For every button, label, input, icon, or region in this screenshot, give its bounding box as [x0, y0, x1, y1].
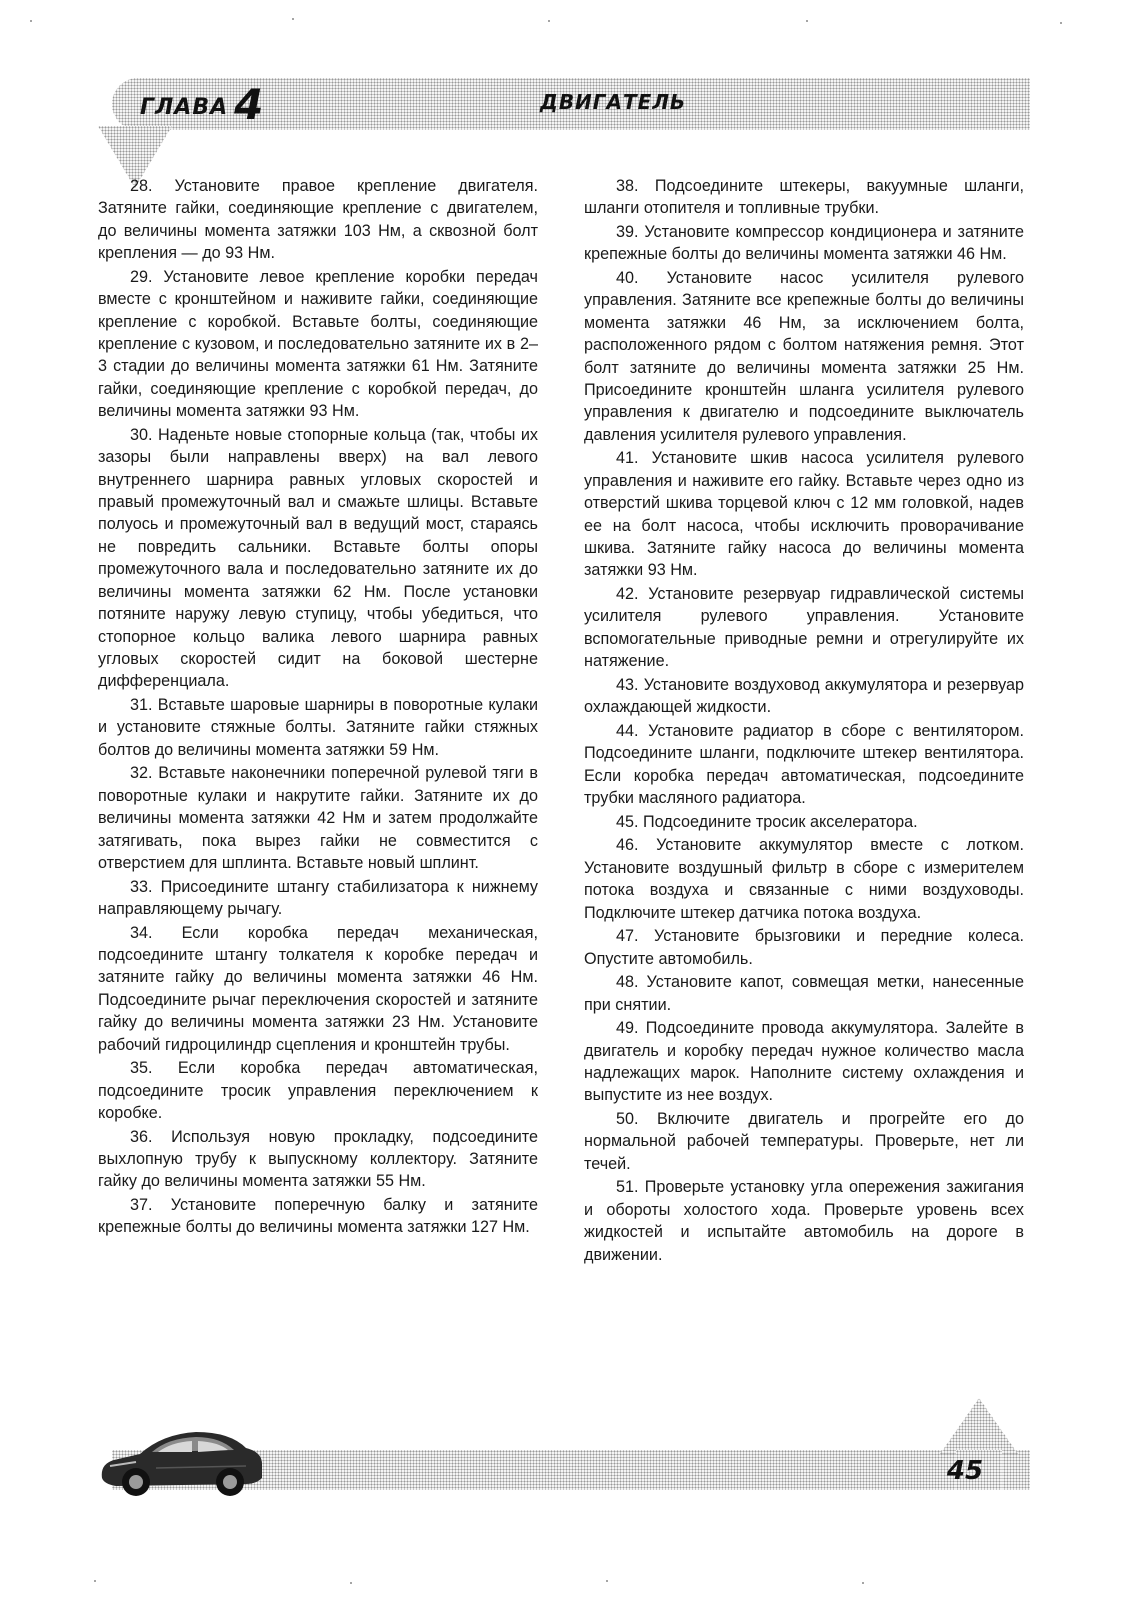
- left-column: [98, 175, 538, 1240]
- chapter-label: ГЛАВА: [140, 95, 229, 120]
- instruction-step: 32. Вставьте наконечники поперечной рулевой тяги в поворотные кулаки и накрутите гайки. Затяните их до величины момента затяжки 42 Нм и затем продолжайте затягивать, пока вырез гайки не совместится с отверстием для шплинта. Вставьте новый шплинт.: [98, 764, 538, 872]
- instruction-step: 46. Установите аккумулятор вместе с лотком. Установите воздушный фильтр в сборе с измерителем потока воздуха и связанные с ними воздуховоды. Подключите штекер датчика потока воздуха.: [584, 836, 1024, 922]
- instruction-step: 40. Установите насос усилителя рулевого управления. Затяните все крепежные болты до величины момента затяжки 46 Нм, за исключением болта, расположенного рядом с болтом натяжения ремня. Этот болт затяните до величины момента затяжки 25 Нм. Присоедините кронштейн шланга усилителя рулевого управления к двигателю и подсоедините выключатель давления усилителя рулевого управления.: [584, 269, 1024, 444]
- instruction-step: 30. Наденьте новые стопорные кольца (так, чтобы их зазоры были направлены вверх) на вал левого внутреннего шарнира равных угловых скоростей и правый промежуточный вал и смажьте шлицы. Вставьте полуось и промежуточный вал в ведущий мост, стараясь не повредить сальники. Вставьте болты опоры промежуточного вала и последовательно затяните их до величины момента затяжки 62 Нм. После установки потяните наружу левую ступицу, чтобы убедиться, что стопорное кольцо валика левого шарнира равных угловых скоростей сидит на боковой шестерне дифференциала.: [98, 425, 538, 691]
- scan-speck: [30, 20, 32, 22]
- instruction-step: 51. Проверьте установку угла опережения зажигания и обороты холостого хода. Проверьте уровень всех жидкостей и испытайте автомобиль на дороге в движении.: [584, 1178, 1024, 1264]
- instruction-step: 29. Установите левое крепление коробки передач вместе с кронштейном и наживите гайки, соединяющие крепление с коробкой. Вставьте болты, соединяющие крепление с кузовом, и последовательно затяните их в 2–3 стадии до величины момента затяжки 61 Нм. Затяните гайки, соединяющие крепление с коробкой передач, до величины момента затяжки 93 Нм.: [98, 267, 538, 421]
- instruction-step: 38. Подсоедините штекеры, вакуумные шланги, шланги отопителя и топливные трубки.: [584, 177, 1024, 218]
- instruction-step: 28. Установите правое крепление двигателя. Затяните гайки, соединяющие крепление с двигателем, до величины момента затяжки 103 Нм, а сквозной болт крепления — до 93 Нм.: [98, 177, 538, 263]
- instruction-step: 44. Установите радиатор в сборе с вентилятором. Подсоедините шланги, подключите штекер вентилятора. Если коробка передач автоматическая, подсоедините трубки масляного радиатора.: [584, 721, 1024, 808]
- instruction-step: 33. Присоедините штангу стабилизатора к нижнему направляющему рычагу.: [98, 877, 538, 918]
- scan-speck: [862, 1582, 864, 1584]
- right-column: [584, 175, 1024, 1267]
- instruction-step: 34. Если коробка передач механическая, подсоедините штангу толкателя к коробке передач и затяните гайку до величины момента затяжки 46 Нм. Подсоедините рычаг переключения скоростей и затяните гайку до величины момента затяжки 23 Нм. Установите рабочий гидроцилиндр сцепления и кронштейн трубы.: [98, 923, 538, 1054]
- scan-speck: [350, 1582, 352, 1584]
- section-title: ДВИГАТЕЛЬ: [540, 90, 687, 114]
- instruction-step: 48. Установите капот, совмещая метки, нанесенные при снятии.: [584, 973, 1024, 1014]
- scan-speck: [1060, 22, 1062, 24]
- scan-speck: [606, 1580, 608, 1582]
- instruction-step: 37. Установите поперечную балку и затяните крепежные болты до величины момента затяжки 127 Нм.: [98, 1195, 538, 1237]
- instruction-step: 45. Подсоедините тросик акселератора.: [616, 812, 918, 831]
- instruction-step: 31. Вставьте шаровые шарниры в поворотные кулаки и установите стяжные болты. Затяните гайки стяжных болтов до величины момента затяжки 59 Нм.: [98, 695, 538, 759]
- instruction-step: 42. Установите резервуар гидравлической системы усилителя рулевого управления. Установите вспомогательные приводные ремни и отрегулируйте их натяжение.: [584, 585, 1024, 671]
- page-number: 45: [946, 1456, 984, 1486]
- instruction-step: 41. Установите шкив насоса усилителя рулевого управления и наживите его гайку. Вставьте через одно из отверстий шкива торцевой ключ с 12 мм головкой, надев ее на болт насоса, чтобы исключить проворачивание шкива. Затяните гайку насоса до величины момента затяжки 93 Нм.: [584, 449, 1024, 580]
- scan-speck: [806, 20, 808, 22]
- chapter-number: 4: [234, 80, 264, 129]
- instruction-step: 43. Установите воздуховод аккумулятора и резервуар охлаждающей жидкости.: [584, 675, 1024, 717]
- scan-speck: [94, 1580, 96, 1582]
- instruction-step: 49. Подсоедините провода аккумулятора. Залейте в двигатель и коробку передач нужное количество масла надлежащих марок. Наполните систему охлаждения и выпустите из нее воздух.: [584, 1019, 1024, 1105]
- instruction-step: 35. Если коробка передач автоматическая, подсоедините тросик управления переключением к коробке.: [98, 1059, 538, 1122]
- instruction-step: 50. Включите двигатель и прогрейте его до нормальной рабочей температуры. Проверьте, нет ли течей.: [584, 1109, 1024, 1173]
- instruction-step: 47. Установите брызговики и передние колеса. Опустите автомобиль.: [584, 927, 1024, 968]
- footer-arrow-up-icon: [940, 1398, 1018, 1454]
- instruction-step: 36. Используя новую прокладку, подсоедините выхлопную трубу к выпускному коллектору. Затяните гайку до величины момента затяжки 55 Нм.: [98, 1127, 538, 1191]
- car-icon: [96, 1420, 266, 1500]
- instruction-step: 39. Установите компрессор кондиционера и затяните крепежные болты до величины момента затяжки 46 Нм.: [584, 223, 1024, 264]
- scan-speck: [292, 18, 294, 20]
- scan-speck: [548, 20, 550, 22]
- chapter-heading: [140, 80, 264, 129]
